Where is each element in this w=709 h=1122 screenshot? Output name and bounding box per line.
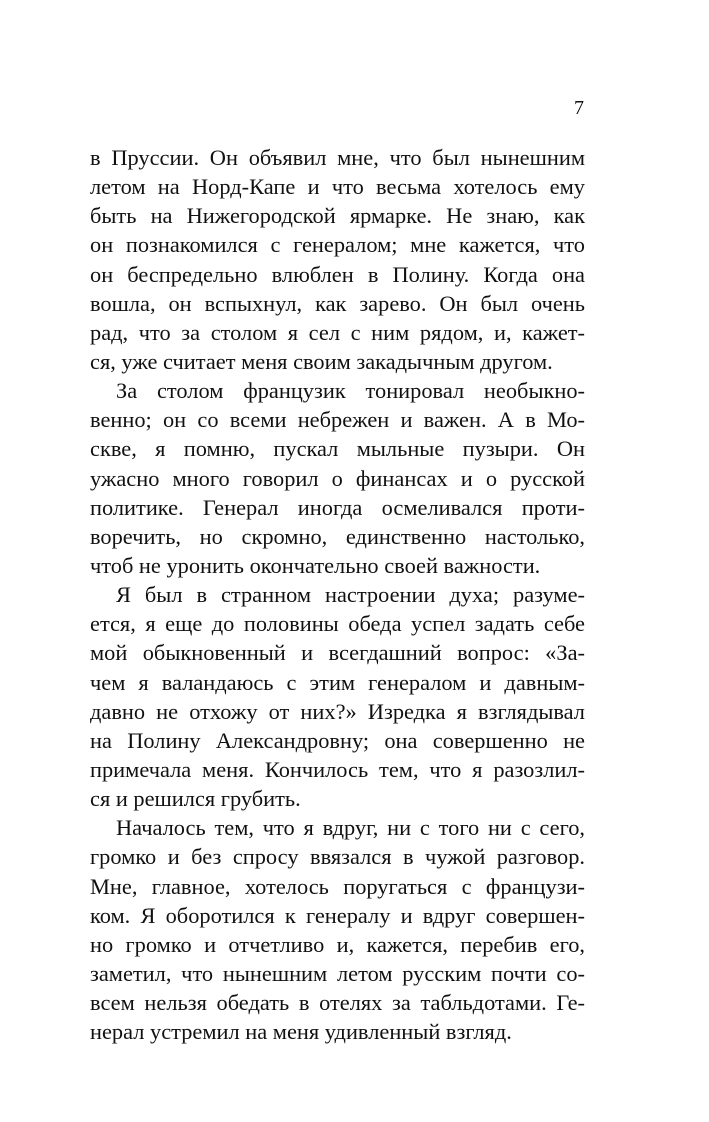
paragraph-4 — [90, 813, 585, 1046]
text-line: чем я валандаюсь с этим генералом и давным- — [90, 669, 585, 695]
text-line: ся и решился грубить. — [90, 786, 301, 812]
text-line: За столом французик тонировал необыкно- — [116, 378, 585, 404]
text-line: быть на Нижегородской ярмарке. Не знаю, как — [90, 203, 585, 229]
text-line: на Полину Александровну; она совершенно не — [90, 727, 585, 753]
text-line: мой обыкновенный и всегдашний вопрос: «За- — [90, 640, 585, 666]
text-line: Началось тем, что я вдруг, ни с того ни с сего, — [116, 815, 585, 841]
text-line: заметил, что нынешним летом русским почти со- — [90, 960, 585, 986]
text-line: летом на Норд-Капе и что весьма хотелось ему — [90, 174, 585, 200]
text-line: венно; он со всеми небрежен и важен. А в Мо- — [90, 407, 585, 433]
text-line: политике. Генерал иногда осмеливался проти- — [90, 494, 585, 520]
body-text — [90, 143, 585, 1046]
page-number: 7 — [574, 97, 584, 119]
text-line: всем нельзя обедать в отелях за табльдотами. Ге- — [90, 990, 585, 1016]
text-line: давно не отхожу от них?» Изредка я взглядывал — [90, 698, 585, 724]
text-line: примечала меня. Кончилось тем, что я разозлил- — [90, 756, 585, 782]
text-line: ужасно много говорил о финансах и о русской — [90, 465, 585, 491]
paragraph-3 — [90, 580, 585, 813]
text-line: рад, что за столом я сел с ним рядом, и, кажет- — [90, 319, 585, 345]
paragraph-2 — [90, 376, 585, 580]
text-line: нерал устремил на меня удивленный взгляд. — [90, 1019, 512, 1045]
text-line: он беспредельно влюблен в Полину. Когда она — [90, 261, 585, 287]
text-line: ется, я еще до половины обеда успел задать себе — [90, 611, 585, 637]
text-line: чтоб не уронить окончательно своей важности. — [90, 552, 541, 578]
text-line: громко и без спросу ввязался в чужой разговор. — [90, 844, 585, 870]
text-line: вошла, он вспыхнул, как зарево. Он был очень — [90, 290, 585, 316]
text-line: ком. Я оборотился к генералу и вдруг совершен- — [90, 902, 585, 928]
text-line: в Пруссии. Он объявил мне, что был нынешним — [90, 145, 585, 170]
paragraph-1 — [90, 143, 585, 376]
text-line: ся, уже считает меня своим закадычным другом. — [90, 348, 553, 374]
text-line: но громко и отчетливо и, кажется, перебив его, — [90, 931, 585, 957]
text-line: воречить, но скромно, единственно настолько, — [90, 523, 585, 549]
text-line: Я был в странном настроении духа; разуме- — [116, 582, 585, 608]
text-line: он познакомился с генералом; мне кажется, что — [90, 232, 585, 258]
text-line: скве, я помню, пускал мыльные пузыри. Он — [90, 436, 585, 462]
text-line: Мне, главное, хотелось поругаться с французи- — [90, 873, 585, 899]
